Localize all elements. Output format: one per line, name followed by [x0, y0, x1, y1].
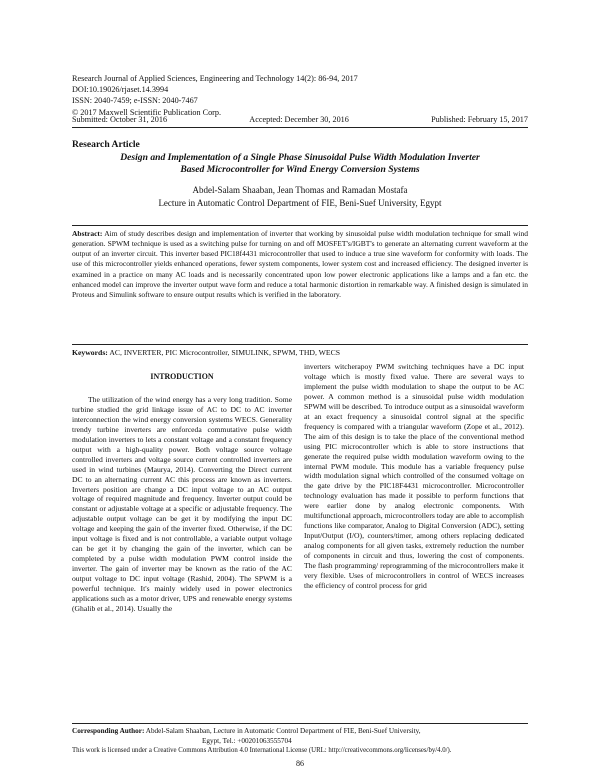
- page-number: 86: [296, 759, 304, 768]
- publication-dates: [72, 115, 528, 128]
- keywords-text: AC, INVERTER, PIC Microcontroller, SIMULINK, SPWM, THD, WECS: [109, 348, 341, 357]
- intro-paragraph-left: The utilization of the wind energy has a very long tradition. Some turbine studied the grid linkage issue of AC to DC to AC inverter interconnection the wind energy conversion systems WECS. Generality trendy turbine inverters are enforceda commutative pulse width modulation inverters to lets a constant voltage and a constant frequency output with a high-quality power. Both voltage source voltage controlled inverters and voltage source current controlled inverters are used in wind turbines (Maurya, 2014). Converting the Direct current DC to an alternating current AC this process are known as inverters. Inverters position are change a DC input voltage to an AC output voltage of required magnitude and frequency. Inverter output could be constant or adjustable voltage at a specific or adjustable frequency. The adjustable output voltage can be get it by modifying the input DC voltage and keeping the gain of the inverter fixed. Otherwise, if the DC input voltage is fixed and is not controllable, a variable output voltage can be get it by changing the gain of the inverter, which can be completed by a pulse width modulation PWM control inside the inverter. The gain of inverter may be known as the ratio of the AC output voltage to DC input voltage (Rashid, 2004). The SPWM is a powerful technique. It's mainly widely used in power electronics applications such as a motor driver, UPS and renewable energy systems (Ghalib et al., 2014). Usually the: [72, 394, 292, 613]
- journal-citation: Research Journal of Applied Sciences, Engineering and Technology 14(2): 86-94, 2017: [72, 74, 358, 83]
- intro-paragraph-right: inverters witcherapoy PWM switching techniques have a DC input voltage which is mostly fixed value. There are several ways to implement the pulse width modulation to shape the output to be AC power. A common method is a sinusoidal pulse width modulation SPWM will be described. To introduce output as a sinusoidal waveform at an exact frequency a sinusoidal control signal at the specific frequency is compared with a triangular waveform (Zope et al., 2012). The aim of this design is to take the place of the conventional method using PIC microcontroller which is able to store instructions that generate the required pulse width modulation waveform owing to the internal PWM module. This module has a variable frequency pulse width modulation signal which controlled of the consumed voltage on the gate drive by the PIC18F4431 microcontroller. Microcontroller technology evaluation has made it possible to perform functions that were earlier done by analog electronic components. With multifunctional approach, microcontrollers today are able to accomplish functions like comparator, Analog to Digital Conversion (ADC), setting Input/Output (I/O), counters/timer, among others replacing dedicated analog components for all given tasks, extremely reduction the number of components in circuit and thus, lowering the cost of components. The flash programming/ reprogramming of the microcontrollers make it very flexible. Uses of microcontrollers in control of WECS increases the efficiency of control process for grid: [304, 362, 524, 590]
- paper-title: [72, 152, 528, 176]
- article-type: Research Article: [72, 139, 140, 150]
- title-line-2: Based Microcontroller for Wind Energy Conversion Systems: [180, 164, 420, 175]
- accepted-date: Accepted: December 30, 2016: [249, 115, 349, 124]
- right-column: [304, 362, 524, 591]
- section-heading-introduction: INTRODUCTION: [150, 372, 214, 381]
- corresponding-author-label: Corresponding Author:: [72, 727, 145, 735]
- submitted-date: Submitted: October 31, 2016: [72, 115, 168, 124]
- keywords-label: Keywords:: [72, 348, 108, 357]
- license-notice: This work is licensed under a Creative Commons Attribution 4.0 International License (URL: http://creativecommons.org/licenses/by/4.0/).: [72, 747, 452, 754]
- copyright: © 2017 Maxwell Scientific Publication Corp.: [72, 107, 222, 117]
- title-line-1: Design and Implementation of a Single Phase Sinusoidal Pulse Width Modulation Inverter: [120, 152, 480, 163]
- authors: Abdel-Salam Shaaban, Jean Thomas and Ramadan Mostafa: [192, 185, 408, 195]
- journal-info: [72, 73, 358, 118]
- doi: DOI:10.19026/rjaset.14.3994: [72, 85, 169, 95]
- corresponding-author-text: Abdel-Salam Shaaban, Lecture in Automatic Control Department of FIE, Beni-Suef University,: [145, 727, 421, 735]
- left-column: [72, 366, 292, 614]
- issn: ISSN: 2040-7459; e-ISSN: 2040-7467: [72, 96, 198, 106]
- published-date: Published: February 15, 2017: [431, 115, 528, 124]
- affiliation: Lecture in Automatic Control Department of FIE, Beni-Suef University, Egypt: [158, 197, 442, 208]
- keywords: [72, 344, 528, 357]
- abstract-text: Aim of study describes design and implementation of inverter that working by sinusoidal pulse width modulation technique for small wind generation. SPWM technique is used as a switching pulse for turning on and off MOSFET's/IGBT's to generate an alternating current waveform at the output of an inverter circuit. This inverter based PIC18f4431 microcontroller that used to induce a true sine waveform for conformity with loads. The use of this microcontroller yields enhanced operations, fewer system components, lower system cost and increased efficiency. The designed inverter is examined in a practice on many AC loads and is necessarily concentrated upon low power electronic applications like a lamps and a fan etc. the enhanced model can improve the inverter output wave form and reduce a total harmonic distortion in remarkable way. A finished design is simulated in Proteus and Simulink software to ensure output results which is verified in the laboratory.: [72, 229, 528, 299]
- corresponding-author: [72, 723, 528, 746]
- author-block: [72, 184, 528, 209]
- abstract: [72, 225, 528, 300]
- corresponding-author-contact: Egypt, Tel.: +00201063555704: [202, 736, 292, 745]
- abstract-label: Abstract:: [72, 229, 103, 238]
